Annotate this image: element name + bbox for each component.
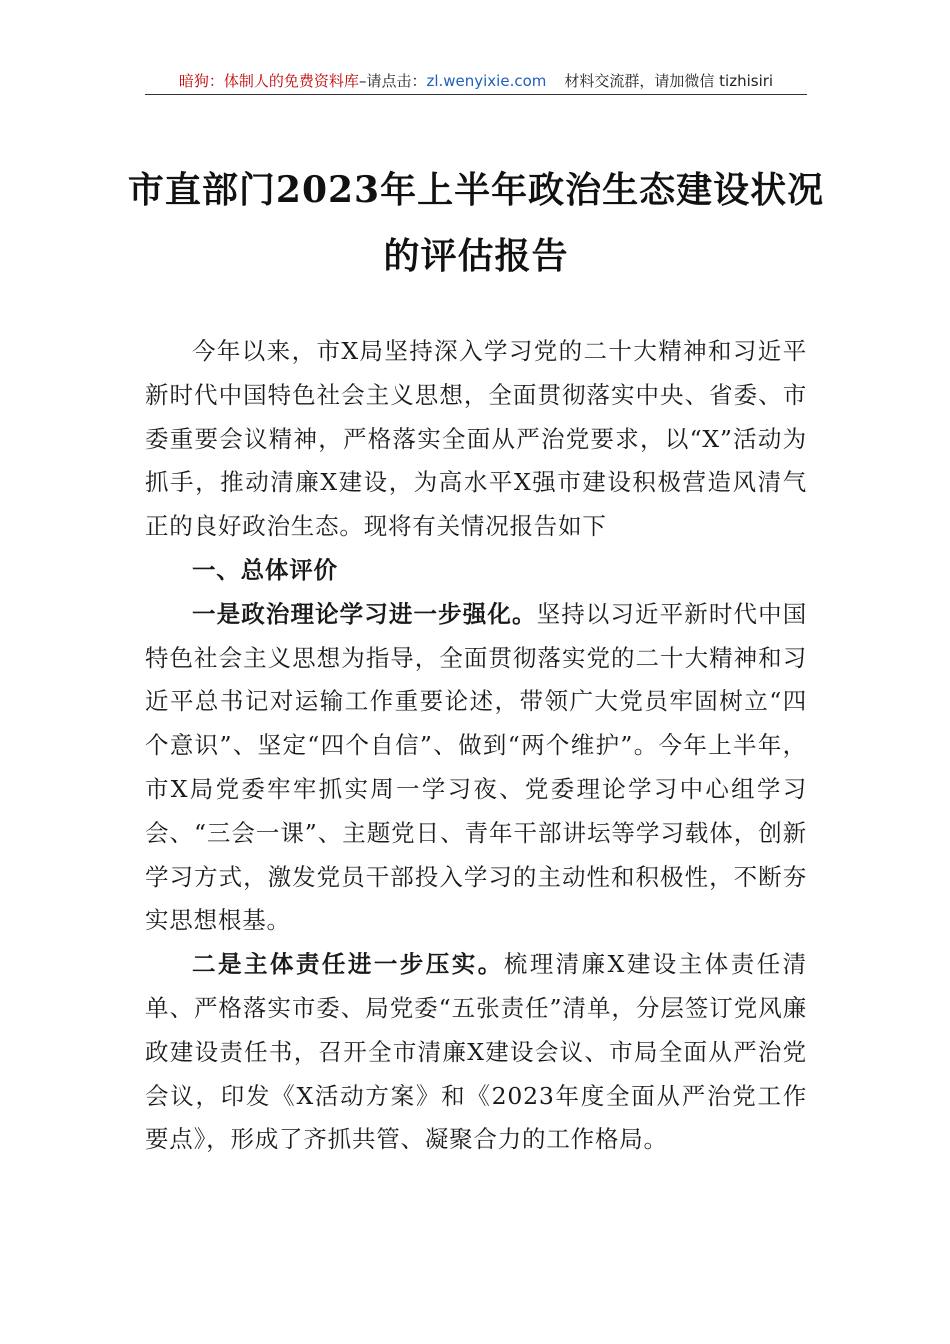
header-click-prompt: –请点击： (358, 72, 427, 90)
paragraph-lead-main-responsibility: 二是主体责任进一步压实。 (192, 950, 504, 979)
section-heading-overall-evaluation: 一、总体评价 (192, 555, 338, 584)
document-title-line-2: 的评估报告 (383, 235, 569, 277)
paragraph-main-responsibility (145, 943, 807, 1162)
header-wechat-note: 材料交流群，请加微信 tizhisiri (564, 72, 774, 90)
intro-paragraph: 今年以来，市X局坚持深入学习党的二十大精神和习近平新时代中国特色社会主义思想，全面贯彻落实中央、省委、市委重要会议精神，严格落实全面从严治党要求，以“X”活动为抓手，推动清廉X建设，为高水平X强市建设积极营造风清气正的良好政治生态。现将有关情况报告如下 (145, 337, 807, 541)
document-body (145, 330, 807, 1162)
header-link[interactable]: zl.wenyixie.com (426, 72, 547, 90)
paragraph-political-theory (145, 593, 807, 943)
paragraph-lead-political-theory: 一是政治理论学习进一步强化。 (192, 599, 537, 628)
document-header (145, 68, 807, 95)
document-title-line-1: 市直部门2023年上半年政治生态建设状况 (127, 169, 825, 211)
paragraph-text-political-theory: 坚持以习近平新时代中国特色社会主义思想为指导，全面贯彻落实党的二十大精神和习近平总书记对运输工作重要论述，带领广大党员牢固树立“四个意识”、坚定“四个自信”、做到“两个维护”。今年上半年，市X局党委牢牢抓实周一学习夜、党委理论学习中心组学习会、“三会一课”、主题党日、青年干部讲坛等学习载体，创新学习方式，激发党员干部投入学习的主动性和积极性，不断夯实思想根基。 (145, 599, 807, 935)
paragraph-text-main-responsibility: 梳理清廉X建设主体责任清单、严格落实市委、局党委“五张责任”清单，分层签订党风廉政建设责任书，召开全市清廉X建设会议、市局全面从严治党会议，印发《X活动方案》和《2023年度全面从严治党工作要点》，形成了齐抓共管、凝聚合力的工作格局。 (145, 950, 807, 1154)
header-site-name: 暗狗：体制人的免费资料库 (178, 72, 359, 90)
